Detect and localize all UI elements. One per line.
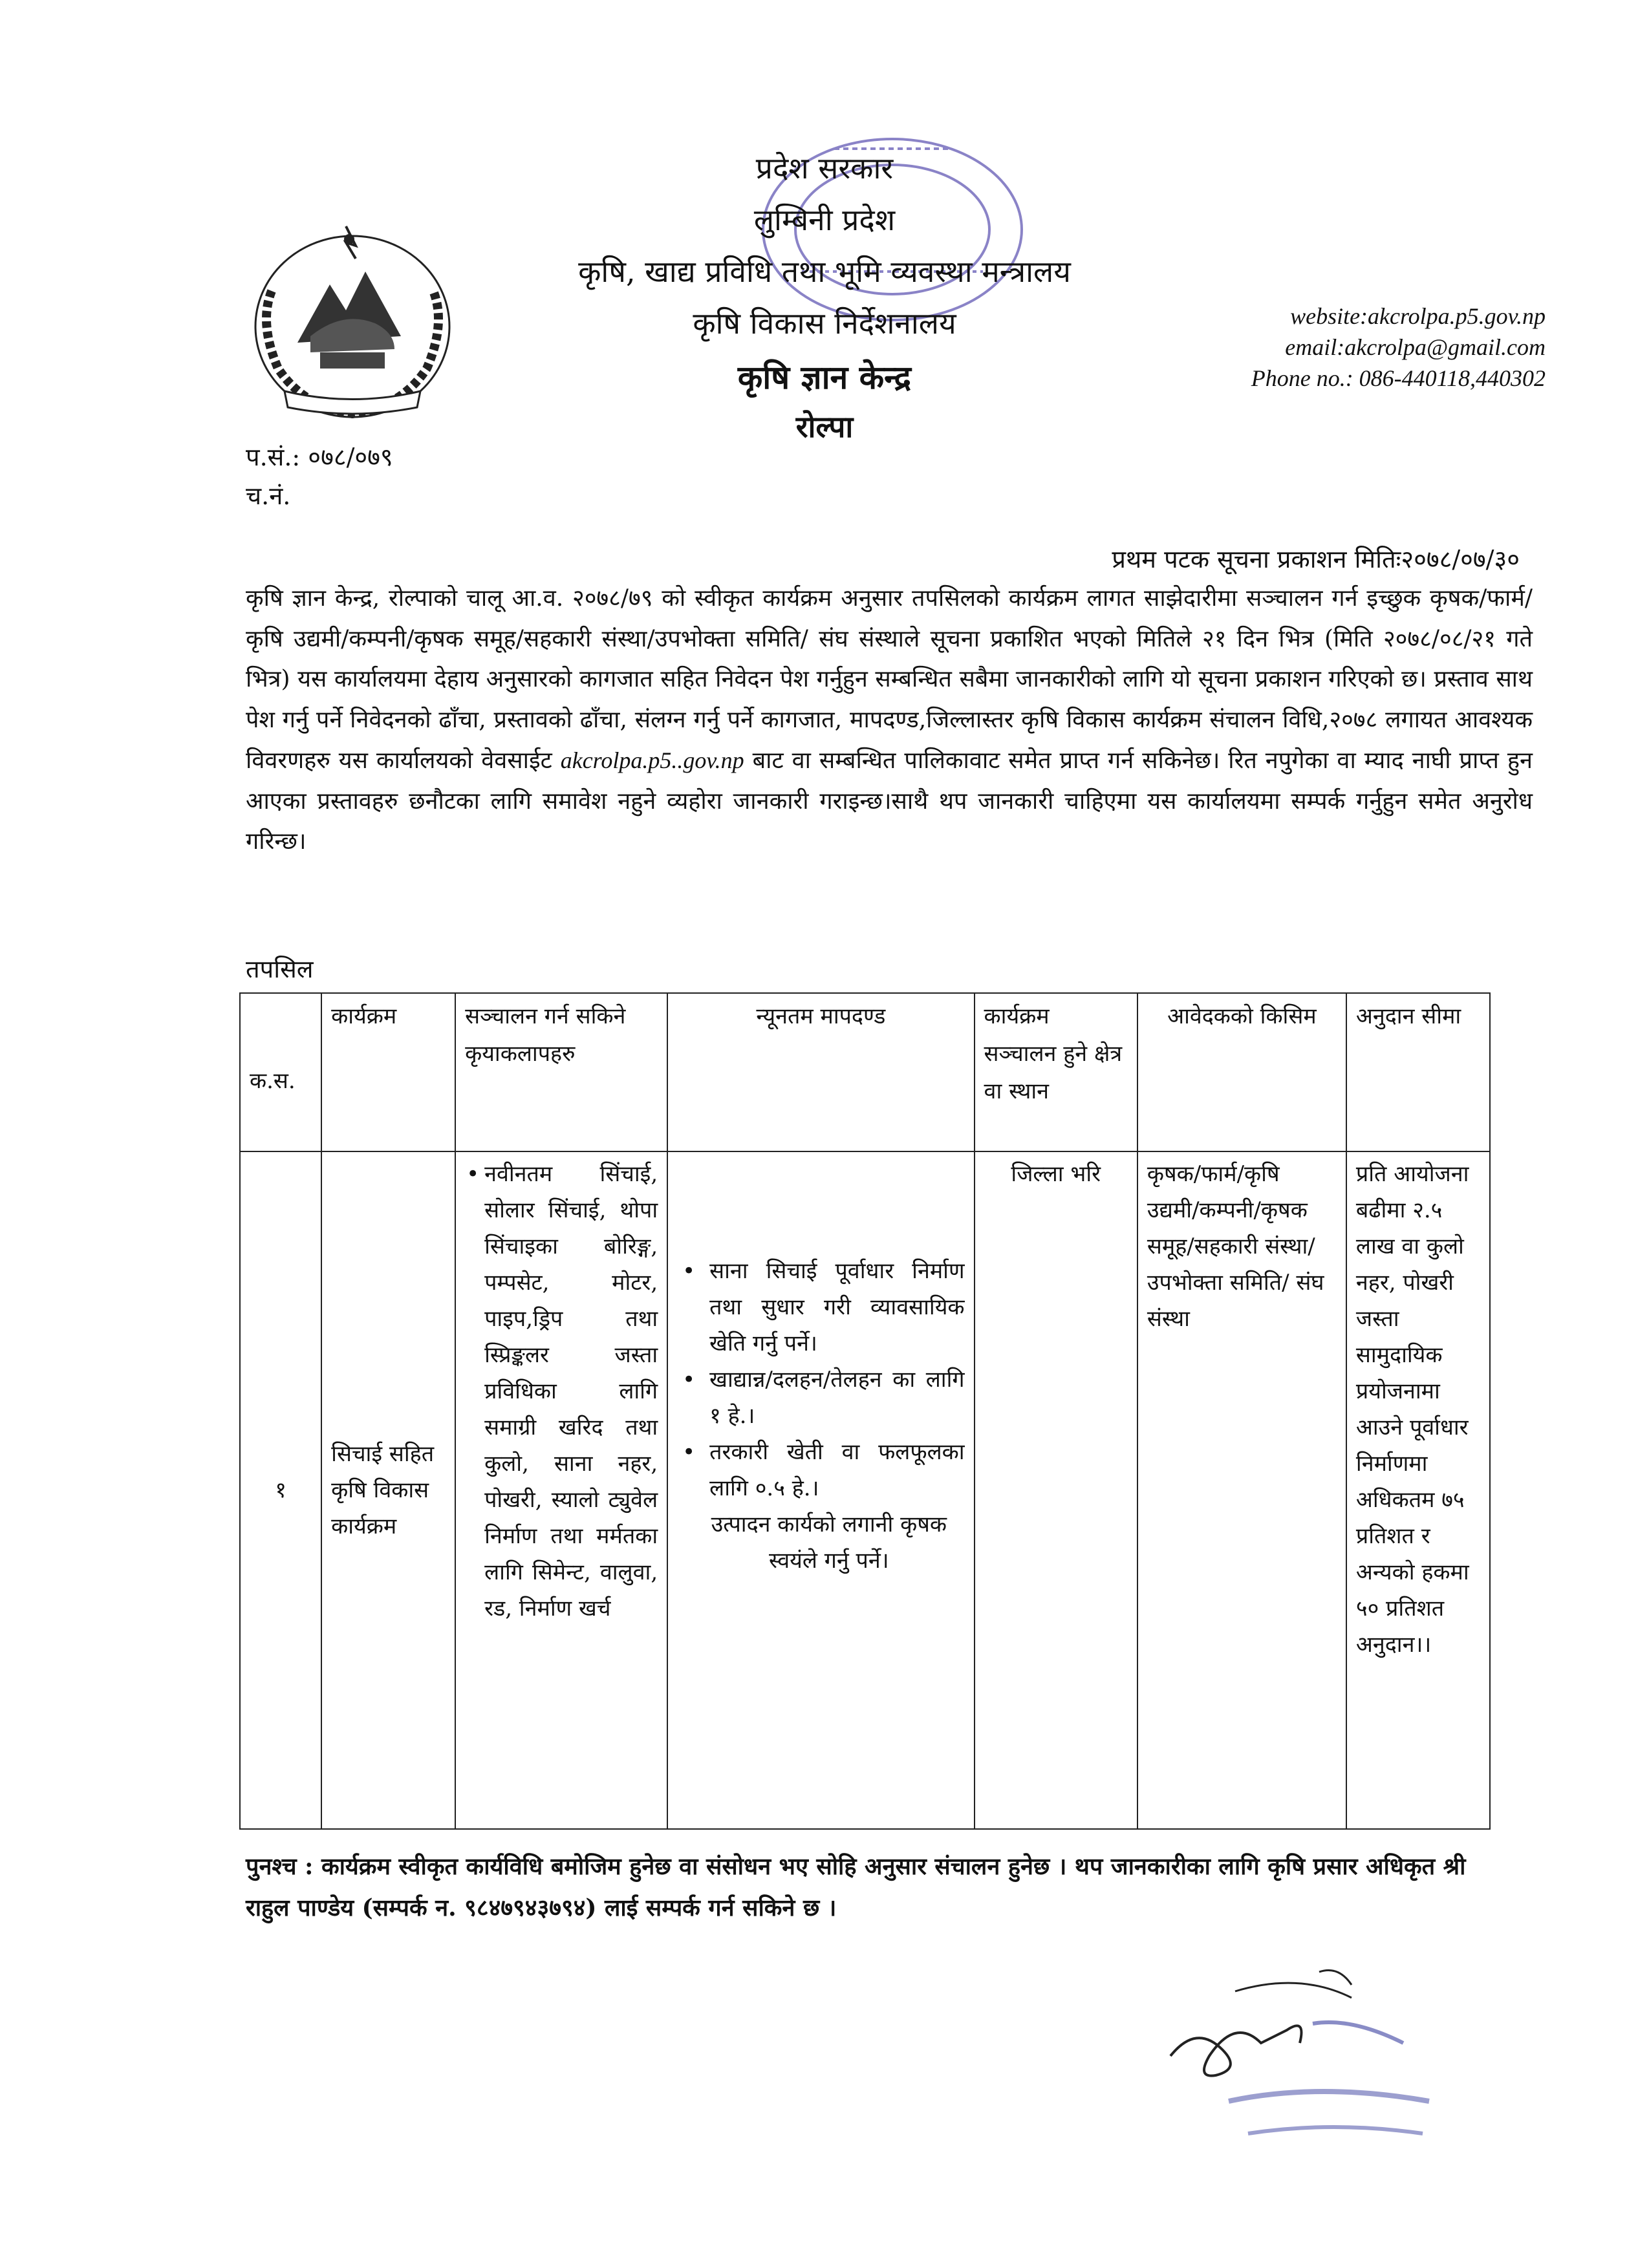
program-table xyxy=(239,992,1491,1830)
contact-phone: Phone no.: 086-440118,440302 xyxy=(1251,365,1546,391)
handwritten-signature-icon xyxy=(1158,1952,1481,2146)
cell-applicant: कृषक/फार्म/कृषि उद्यमी/कम्पनी/कृषक समूह/सहकारी संस्था/उपभोक्ता समिति/ संघ संस्था xyxy=(1137,1151,1346,1829)
activities-text: नवीनतम सिंचाई, सोलार सिंचाई, थोपा सिंचाइका बोरिङ्ग, पम्पसेट, मोटर, पाइप,ड्रिप तथा स्प्रिङ्कलर जस्ता प्रविधिका लागि समाग्री खरिद तथा कुलो, साना नहर, पोखरी, स्यालो ट्युवेल निर्माण तथा मर्मतका लागि सिमेन्ट, वालुवा, रड, निर्माण खर्च xyxy=(484,1161,658,1621)
notice-body-part2: बाट वा सम्बन्धित पालिकावाट समेत प्राप्त गर्न सकिनेछ। रित नपुगेका वा म्याद नाघी प्राप्त हुन आएका प्रस्तावहरु छनौटका लागि समावेश नहुने व्यहोरा जानकारी गराइन्छ।साथै थप जानकारी चाहिएमा यस कार्यालयमा सम्पर्क गर्नुहुन समेत अनुरोध गरिन्छ। xyxy=(246,747,1533,855)
criteria-note: उत्पादन कार्यको लगानी कृषक स्वयंले गर्नु पर्ने। xyxy=(711,1512,947,1574)
details-label: तपसिल xyxy=(246,955,314,983)
header-line-directorate: कृषि विकास निर्देशनालय xyxy=(693,306,956,341)
table-row xyxy=(240,1151,1490,1829)
header-line-province-government: प्रदेश सरकार xyxy=(755,151,894,186)
cell-criteria xyxy=(667,1151,974,1829)
cell-activities: • नवीनतम सिंचाई, सोलार सिंचाई, थोपा सिंचाइका बोरिङ्ग, पम्पसेट, मोटर, पाइप,ड्रिप तथा स्प्रिङ्कलर जस्ता प्रविधिका लागि समाग्री खरिद तथा कुलो, साना नहर, पोखरी, स्यालो ट्युवेल निर्माण तथा मर्मतका लागि सिमेन्ट, वालुवा, रड, निर्माण खर्च xyxy=(455,1151,667,1829)
notice-body xyxy=(246,579,1533,862)
notice-body-part1: कृषि ज्ञान केन्द्र, रोल्पाको चालू आ.व. २०७८/७९ को स्वीकृत कार्यक्रम अनुसार तपसिलको कार्यक्रम लागत साझेदारीमा सञ्चालन गर्न इच्छुक कृषक/फार्म/कृषि उद्यमी/कम्पनी/कृषक समूह/सहकारी संस्था/उपभोक्ता समिति/ संघ संस्थाले सूचना प्रकाशित भएको मितिले २१ दिन भित्र (मिति २०७८/०८/२१ गते भित्र) यस कार्यालयमा देहाय अनुसारको कागजात सहित निवेदन पेश गर्नुहुन सम्बन्धित सबैमा जानकारीको लागि यो सूचना प्रकाशन गरिएको छ। प्रस्ताव साथ पेश गर्नु पर्ने निवेदनको ढाँचा, प्रस्तावको ढाँचा, संलग्न गर्नु पर्ने कागजात, मापदण्ड,जिल्लास्तर कृषि विकास कार्यक्रम संचालन विधि,२०७८ लगायत आवश्यक विवरणहरु यस कार्यालयको वेवसाईट xyxy=(246,585,1533,774)
header-applicant: आवेदकको किसिम xyxy=(1137,993,1346,1151)
letter-reference-number: प.सं.: ०७८/०७९ xyxy=(246,443,393,471)
footer-note: पुनश्च : कार्यक्रम स्वीकृत कार्यविधि बमोजिम हुनेछ वा संसोधन भए सोहि अनुसार संचालन हुनेछ । थप जानकारीका लागि कृषि प्रसार अधिकृत श्री राहुल पाण्डेय (सम्पर्क न. ९८४७९४३७९४) लाई सम्पर्क गर्न सकिने छ । xyxy=(246,1853,1466,1921)
publication-date: प्रथम पटक सूचना प्रकाशन मितिः२०७८/०७/३० xyxy=(1112,545,1520,573)
criteria-item-1: • साना सिचाई पूर्वाधार निर्माण तथा सुधार गरी व्यावसायिक खेति गर्नु पर्ने। xyxy=(682,1258,965,1356)
criteria-item-2: • खाद्यान्न/दलहन/तेलहन का लागि १ हे.। xyxy=(682,1367,965,1429)
cell-program: सिचाई सहित कृषि विकास कार्यक्रम xyxy=(321,1151,455,1829)
cell-grant: प्रति आयोजना बढीमा २.५ लाख वा कुलो नहर, पोखरी जस्ता सामुदायिक प्रयोजनामा आउने पूर्वाधार निर्माणमा अधिकतम ७५ प्रतिशत र अन्यको हकमा ५० प्रतिशत अनुदान।। xyxy=(1346,1151,1490,1829)
header-line-district: रोल्पा xyxy=(795,409,854,444)
header-line-office: कृषि ज्ञान केन्द्र xyxy=(737,358,912,396)
cell-location: जिल्ला भरि xyxy=(975,1151,1137,1829)
header-activities: सञ्चालन गर्न सकिने कृयाकलापहरु xyxy=(455,993,667,1151)
contact-email: email:akcrolpa@gmail.com xyxy=(1285,334,1546,360)
cell-sn: १ xyxy=(240,1151,321,1829)
header-criteria: न्यूनतम मापदण्ड xyxy=(667,993,974,1151)
header-line-province: लुम्बिनी प्रदेश xyxy=(753,202,896,237)
contact-website: website:akcrolpa.p5.gov.np xyxy=(1290,303,1546,329)
table-header-row xyxy=(240,993,1490,1151)
nepal-emblem-icon xyxy=(233,213,472,433)
header-sn: क.स. xyxy=(240,993,321,1151)
website-link[interactable]: akcrolpa.p5..gov.np xyxy=(560,747,744,773)
criteria-item-3: • तरकारी खेती वा फलफूलका लागि ०.५ हे.। xyxy=(682,1439,965,1501)
dispatch-number: च.नं. xyxy=(246,482,291,510)
header-program: कार्यक्रम xyxy=(321,993,455,1151)
header-line-ministry: कृषि, खाद्य प्रविधि तथा भूमि व्यवस्था मन्त्रालय xyxy=(578,254,1071,289)
header-grant: अनुदान सीमा xyxy=(1346,993,1490,1151)
header-location: कार्यक्रम सञ्चालन हुने क्षेत्र वा स्थान xyxy=(975,993,1137,1151)
